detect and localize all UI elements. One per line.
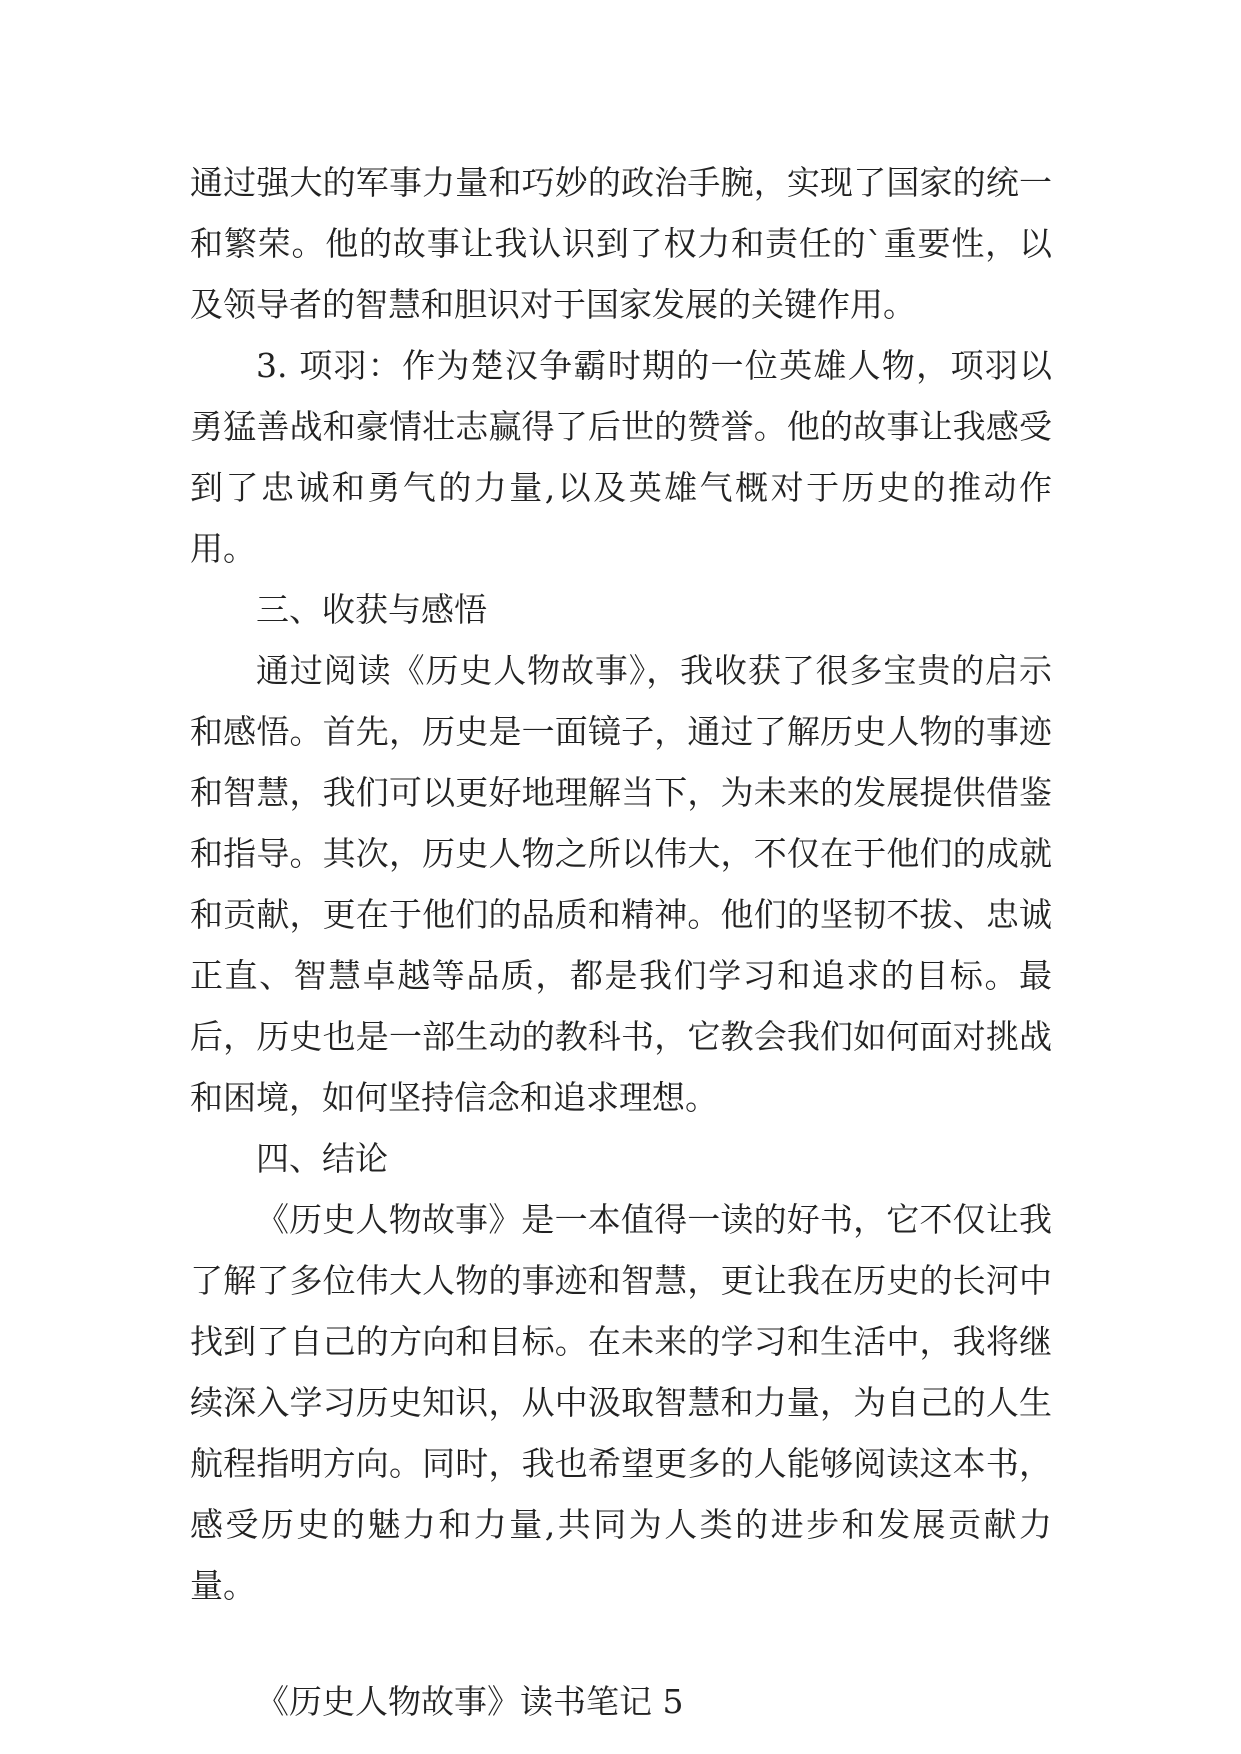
spacer (190, 1616, 1052, 1671)
section-heading-conclusion: 四、结论 (256, 1139, 388, 1178)
paragraph-conclusion: 《历史人物故事》是一本值得一读的好书，它不仅让我了解了多位伟大人物的事迹和智慧，更让我在历史的长河中找到了自己的方向和目标。在未来的学习和生活中，我将继续深入学习历史知识，从中汲取智慧和力量，为自己的人生航程指明方向。同时，我也希望更多的人能够阅读这本书，感受历史的魅力和力量,共同为人类的进步和发展贡献力量。 (190, 1200, 1052, 1605)
paragraph-xiang-yu: 3. 项羽：作为楚汉争霸时期的一位英雄人物，项羽以勇猛善战和豪情壮志赢得了后世的赞誉。他的故事让我感受到了忠诚和勇气的力量,以及英雄气概对于历史的推动作用。 (190, 346, 1052, 568)
section-heading-gains: 三、收获与感悟 (256, 590, 487, 629)
paragraph-unification: 通过强大的军事力量和巧妙的政治手腕，实现了国家的统一和繁荣。他的故事让我认识到了权力和责任的`重要性，以及领导者的智慧和胆识对于国家发展的关键作用。 (190, 163, 1052, 324)
next-note-title: 《历史人物故事》读书笔记 5 (256, 1682, 684, 1721)
paragraph-gains: 通过阅读《历史人物故事》，我收获了很多宝贵的启示和感悟。首先，历史是一面镜子，通过了解历史人物的事迹和智慧，我们可以更好地理解当下，为未来的发展提供借鉴和指导。其次，历史人物之所以伟大，不仅在于他们的成就和贡献，更在于他们的品质和精神。他们的坚韧不拔、忠诚正直、智慧卓越等品质，都是我们学习和追求的目标。最后，历史也是一部生动的教科书，它教会我们如何面对挑战和困境，如何坚持信念和追求理想。 (190, 651, 1052, 1117)
document-body (190, 152, 1052, 1732)
